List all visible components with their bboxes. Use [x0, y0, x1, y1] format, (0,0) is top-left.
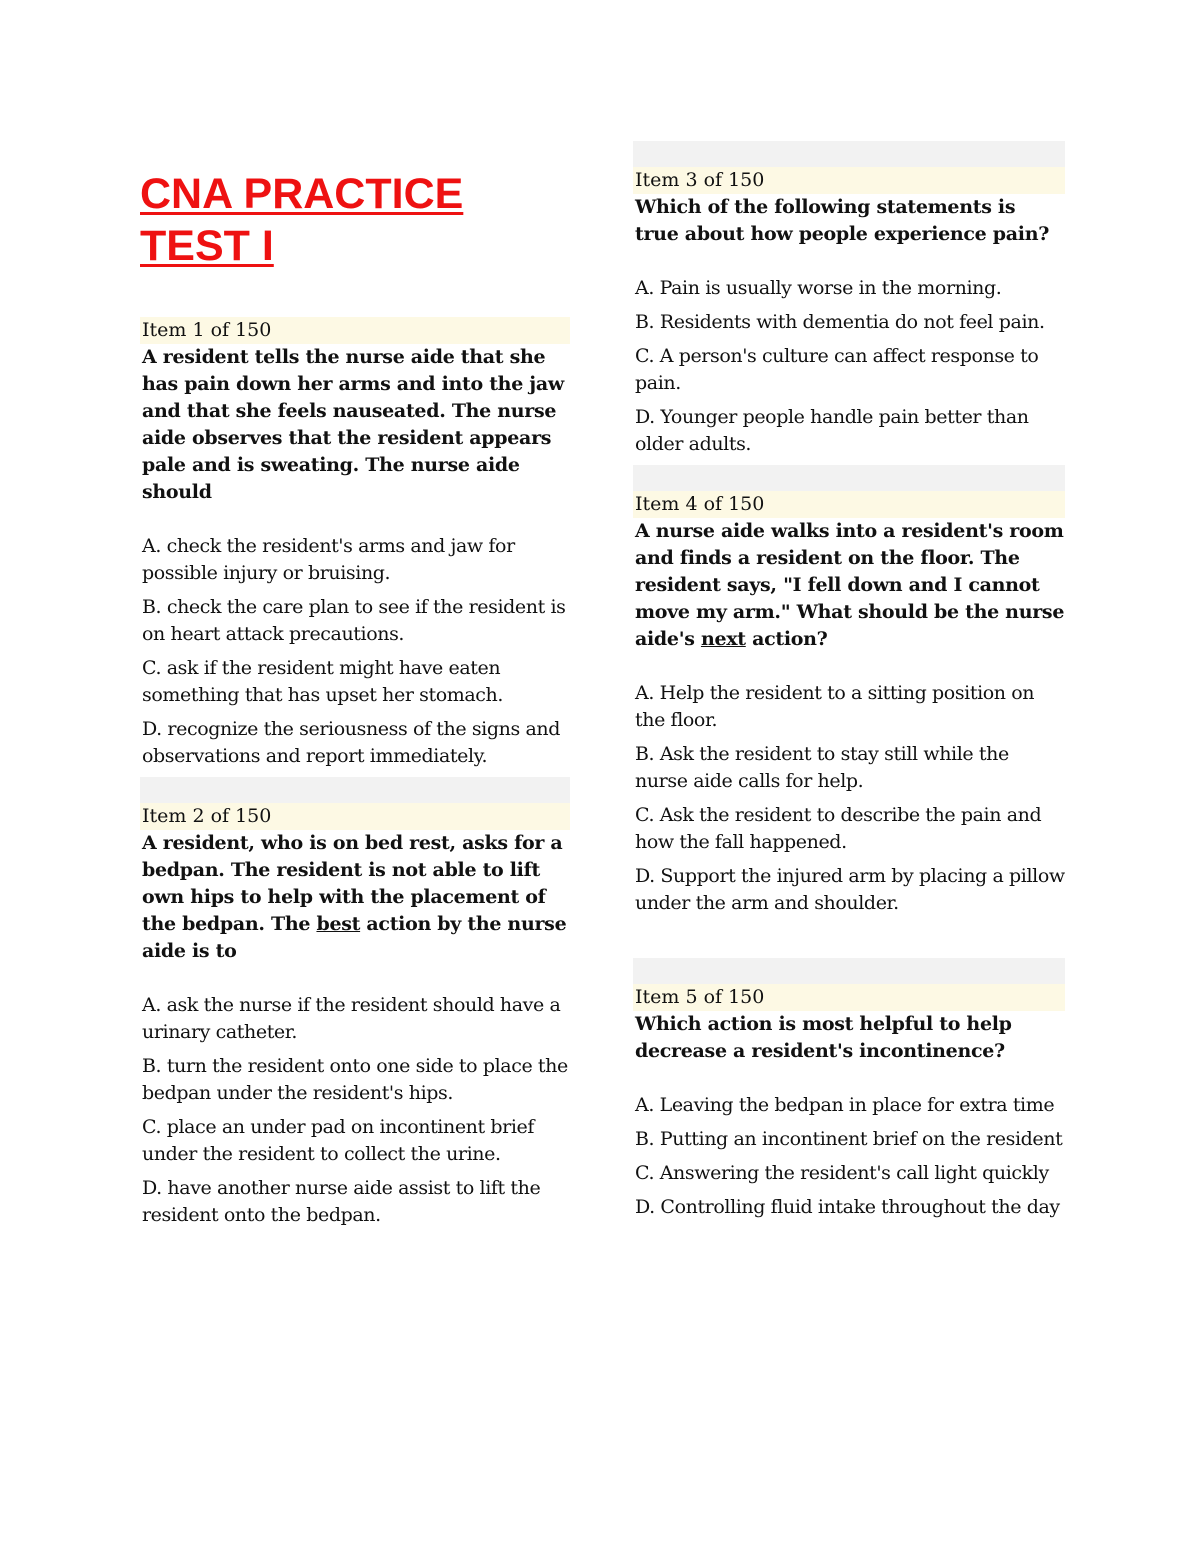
answer-option: A. Help the resident to a sitting position on the floor. — [635, 682, 1035, 731]
item-header: Item 4 of 150 — [633, 491, 1065, 518]
question-item — [633, 465, 1065, 917]
question-item — [633, 958, 1065, 1221]
item-header: Item 1 of 150 — [140, 317, 570, 344]
question-text: A nurse aide walks into a resident's room and finds a resident on the floor. The resident says, "I fell down and I cannot move my arm." What should be the nurse aide's next action? — [635, 520, 1065, 650]
answer-option: C. ask if the resident might have eaten something that has upset her stomach. — [142, 657, 504, 706]
question-item — [140, 317, 570, 770]
item-header: Item 3 of 150 — [633, 167, 1065, 194]
question-text: A resident tells the nurse aide that she has pain down her arms and into the jaw and that she feels nauseated. The nurse aide observes that the resident appears pale and is sweating. The nurse aide should — [142, 346, 564, 503]
answer-option: D. recognize the seriousness of the signs and observations and report immediately. — [142, 718, 560, 767]
answer-option: A. ask the nurse if the resident should have a urinary catheter. — [142, 994, 561, 1043]
document-title: CNA PRACTICE TEST I — [140, 170, 464, 270]
answer-option: A. check the resident's arms and jaw for possible injury or bruising. — [142, 535, 515, 584]
answer-option: C. place an under pad on incontinent brief under the resident to collect the urine. — [142, 1116, 534, 1165]
item-spacer-bar — [633, 141, 1065, 167]
answer-option: B. check the care plan to see if the resident is on heart attack precautions. — [142, 596, 566, 645]
answer-option: B. turn the resident onto one side to place the bedpan under the resident's hips. — [142, 1055, 568, 1104]
answer-option: C. A person's culture can affect response to pain. — [635, 345, 1039, 394]
answer-option: A. Leaving the bedpan in place for extra time — [635, 1094, 1055, 1116]
item-spacer-bar — [140, 777, 570, 803]
item-spacer-bar — [633, 465, 1065, 491]
spacer — [633, 924, 1065, 958]
question-item — [140, 777, 570, 1229]
item-spacer-bar — [633, 958, 1065, 984]
right-column — [633, 141, 1065, 1228]
answer-option: D. Younger people handle pain better than older adults. — [635, 406, 1029, 455]
emphasis-word: best — [316, 913, 361, 935]
item-header: Item 2 of 150 — [140, 803, 570, 830]
left-column — [140, 168, 570, 1236]
question-text: Which of the following statements is true about how people experience pain? — [635, 196, 1050, 245]
answer-option: D. Support the injured arm by placing a pillow under the arm and shoulder. — [635, 865, 1065, 914]
question-text: A resident, who is on bed rest, asks for a bedpan. The resident is not able to lift own hips to help with the placement of the bedpan. The best action by the nurse aide is to — [142, 832, 567, 962]
question-item — [633, 141, 1065, 458]
answer-option: D. Controlling fluid intake throughout the day — [635, 1196, 1060, 1218]
answer-option: C. Ask the resident to describe the pain and how the fall happened. — [635, 804, 1042, 853]
question-text: Which action is most helpful to help decrease a resident's incontinence? — [635, 1013, 1012, 1062]
answer-option: B. Ask the resident to stay still while the nurse aide calls for help. — [635, 743, 1009, 792]
answer-option: A. Pain is usually worse in the morning. — [635, 277, 1002, 299]
answer-option: C. Answering the resident's call light quickly — [635, 1162, 1049, 1184]
answer-option: B. Residents with dementia do not feel pain. — [635, 311, 1045, 333]
emphasis-word: next — [700, 628, 746, 650]
item-header: Item 5 of 150 — [633, 984, 1065, 1011]
answer-option: B. Putting an incontinent brief on the resident — [635, 1128, 1063, 1150]
answer-option: D. have another nurse aide assist to lift the resident onto the bedpan. — [142, 1177, 541, 1226]
